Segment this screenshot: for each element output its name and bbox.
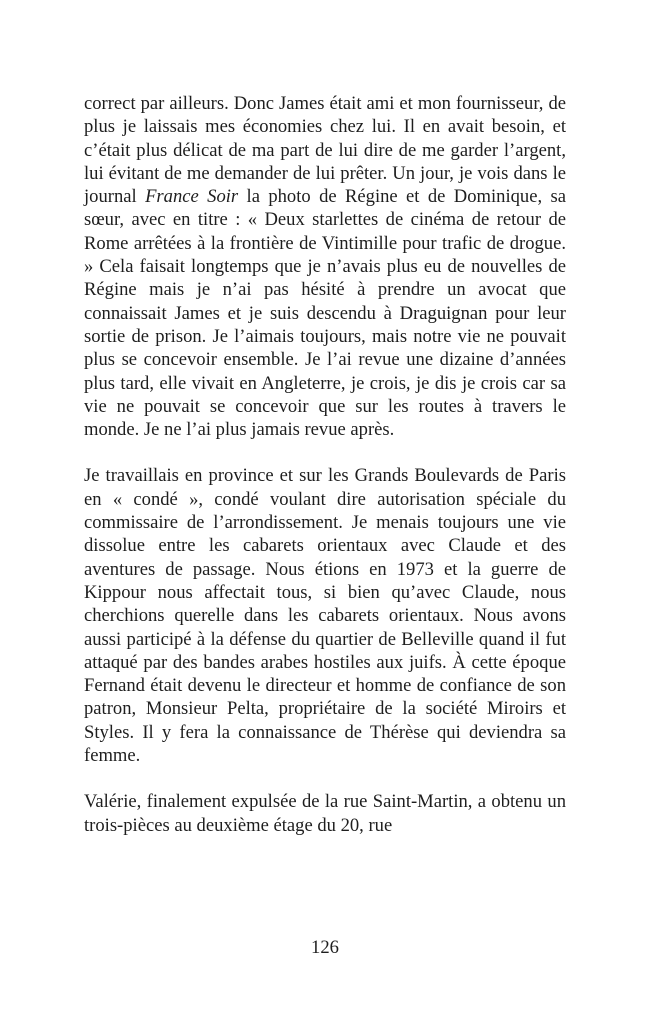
paragraph: Valérie, finalement expulsée de la rue Saint-Martin, a obtenu un trois-pièces au deuxième étage du 20, rue [84,791,566,836]
page-number: 126 [311,937,339,958]
paragraph [84,92,566,441]
page-body [84,92,566,837]
paragraph-text: correct par ailleurs. Donc James était ami et mon fournisseur, de plus je laissais mes économies chez lui. Il en avait besoin, et c’était plus délicat de ma part de lui dire de me garder l’argent, lui évitant de me demander de lui prêter. Un jour, je vois dans le journal [84,93,566,208]
paragraph-text: la photo de Régine et de Dominique, sa sœur, avec en titre : « Deux starlettes de cinéma de retour de Rome arrêtées à la frontière de Vintimille pour trafic de drogue. » Cela faisait longtemps que je n’avais plus eu de nouvelles de Régine mais je n’ai pas hésité à prendre un avocat que connaissait James et je suis descendu à Draguignan pour leur sortie de prison. Je l’aimais toujours, mais notre vie ne pouvait plus se concevoir ensemble. Je l’ai revue une dizaine d’années plus tard, elle vivait en Angleterre, je crois, je dis je crois car sa vie ne pouvait se concevoir que sur les routes à travers le monde. Je ne l’ai plus jamais revue après. [84,186,566,441]
paragraph: Je travaillais en province et sur les Grands Boulevards de Paris en « condé », condé voulant dire autorisation spéciale du commissaire de l’arrondissement. Je menais toujours une vie dissolue entre les cabarets orientaux avec Claude et des aventures de passage. Nous étions en 1973 et la guerre de Kippour nous affectait tous, si bien qu’avec Claude, nous cherchions querelle dans les cabarets orientaux. Nous avons aussi participé à la défense du quartier de Belleville quand il fut attaqué par des bandes arabes hostiles aux juifs. À cette époque Fernand était devenu le directeur et homme de confiance de son patron, Monsieur Pelta, propriétaire de la société Miroirs et Styles. Il y fera la connaissance de Thérèse qui deviendra sa femme. [84,465,566,767]
newspaper-title: France Soir [145,186,239,208]
